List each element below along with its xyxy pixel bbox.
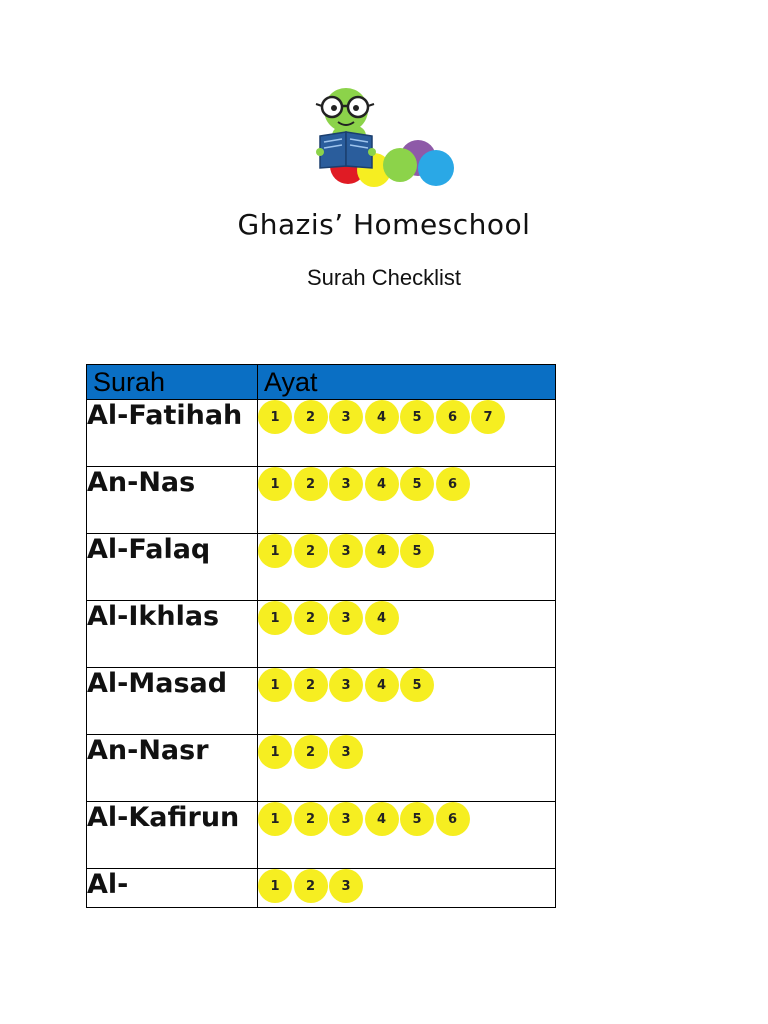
surah-name: Al-Fatihah — [87, 400, 258, 467]
ayat-bubbles — [258, 735, 555, 769]
ayah-bubble[interactable]: 1 — [258, 668, 292, 702]
surah-checklist-table — [86, 364, 556, 908]
ayat-cell — [258, 802, 556, 869]
ayah-bubble[interactable]: 3 — [329, 467, 363, 501]
ayah-bubble[interactable]: 1 — [258, 735, 292, 769]
ayat-bubbles — [258, 467, 555, 501]
ayah-bubble[interactable]: 3 — [329, 601, 363, 635]
ayah-bubble[interactable]: 3 — [329, 869, 363, 903]
ayah-bubble[interactable]: 3 — [329, 534, 363, 568]
page-title: Ghazis’ Homeschool — [237, 208, 531, 241]
ayah-bubble[interactable]: 4 — [365, 467, 399, 501]
table-row — [87, 601, 556, 668]
ayah-bubble[interactable]: 1 — [258, 802, 292, 836]
ayah-bubble[interactable]: 6 — [436, 467, 470, 501]
ayat-cell — [258, 869, 556, 908]
ayah-bubble[interactable]: 1 — [258, 467, 292, 501]
ayah-bubble[interactable]: 5 — [400, 467, 434, 501]
table-row — [87, 534, 556, 601]
surah-name: Al-Kafirun — [87, 802, 258, 869]
header-surah: Surah — [87, 365, 258, 400]
ayah-bubble[interactable]: 5 — [400, 668, 434, 702]
ayah-bubble[interactable]: 2 — [294, 601, 328, 635]
ayah-bubble[interactable]: 5 — [400, 802, 434, 836]
ayah-bubble[interactable]: 2 — [294, 534, 328, 568]
ayah-bubble[interactable]: 2 — [294, 467, 328, 501]
ayah-bubble[interactable]: 2 — [294, 668, 328, 702]
surah-name: An-Nas — [87, 467, 258, 534]
ayah-bubble[interactable]: 2 — [294, 400, 328, 434]
ayah-bubble[interactable]: 3 — [329, 735, 363, 769]
ayat-cell — [258, 467, 556, 534]
ayah-bubble[interactable]: 6 — [436, 400, 470, 434]
book-icon — [320, 132, 372, 168]
logo-segment-green — [383, 148, 417, 182]
table-row — [87, 802, 556, 869]
table-row — [87, 735, 556, 802]
ayah-bubble[interactable]: 4 — [365, 534, 399, 568]
ayah-bubble[interactable]: 3 — [329, 668, 363, 702]
table-row — [87, 869, 556, 908]
logo-segment-blue — [418, 150, 454, 186]
ayah-bubble[interactable]: 5 — [400, 534, 434, 568]
ayah-bubble[interactable]: 3 — [329, 400, 363, 434]
bookworm-logo-icon — [312, 86, 462, 190]
page-subtitle: Surah Checklist — [306, 265, 462, 290]
ayat-bubbles — [258, 869, 555, 903]
ayah-bubble[interactable]: 2 — [294, 735, 328, 769]
header-ayat: Ayat — [258, 365, 556, 400]
ayah-bubble[interactable]: 1 — [258, 534, 292, 568]
ayah-bubble[interactable]: 2 — [294, 869, 328, 903]
surah-name: Al- — [87, 869, 258, 908]
surah-name: Al-Falaq — [87, 534, 258, 601]
ayat-cell — [258, 668, 556, 735]
surah-name: Al-Masad — [87, 668, 258, 735]
ayat-bubbles — [258, 802, 555, 836]
ayat-bubbles — [258, 400, 555, 434]
table-header-row — [87, 365, 556, 400]
table-row — [87, 668, 556, 735]
ayat-cell — [258, 534, 556, 601]
ayah-bubble[interactable]: 3 — [329, 802, 363, 836]
ayah-bubble[interactable]: 1 — [258, 400, 292, 434]
ayah-bubble[interactable]: 4 — [365, 668, 399, 702]
ayah-bubble[interactable]: 4 — [365, 802, 399, 836]
ayah-bubble[interactable]: 6 — [436, 802, 470, 836]
ayah-bubble[interactable]: 4 — [365, 400, 399, 434]
table-row — [87, 467, 556, 534]
ayat-cell — [258, 735, 556, 802]
ayat-bubbles — [258, 601, 555, 635]
table-row — [87, 400, 556, 467]
ayah-bubble[interactable]: 7 — [471, 400, 505, 434]
ayah-bubble[interactable]: 5 — [400, 400, 434, 434]
ayah-bubble[interactable]: 1 — [258, 869, 292, 903]
surah-name: Al-Ikhlas — [87, 601, 258, 668]
ayat-bubbles — [258, 668, 555, 702]
ayah-bubble[interactable]: 1 — [258, 601, 292, 635]
surah-name: An-Nasr — [87, 735, 258, 802]
ayat-cell — [258, 400, 556, 467]
ayat-cell — [258, 601, 556, 668]
ayat-bubbles — [258, 534, 555, 568]
ayah-bubble[interactable]: 2 — [294, 802, 328, 836]
ayah-bubble[interactable]: 4 — [365, 601, 399, 635]
